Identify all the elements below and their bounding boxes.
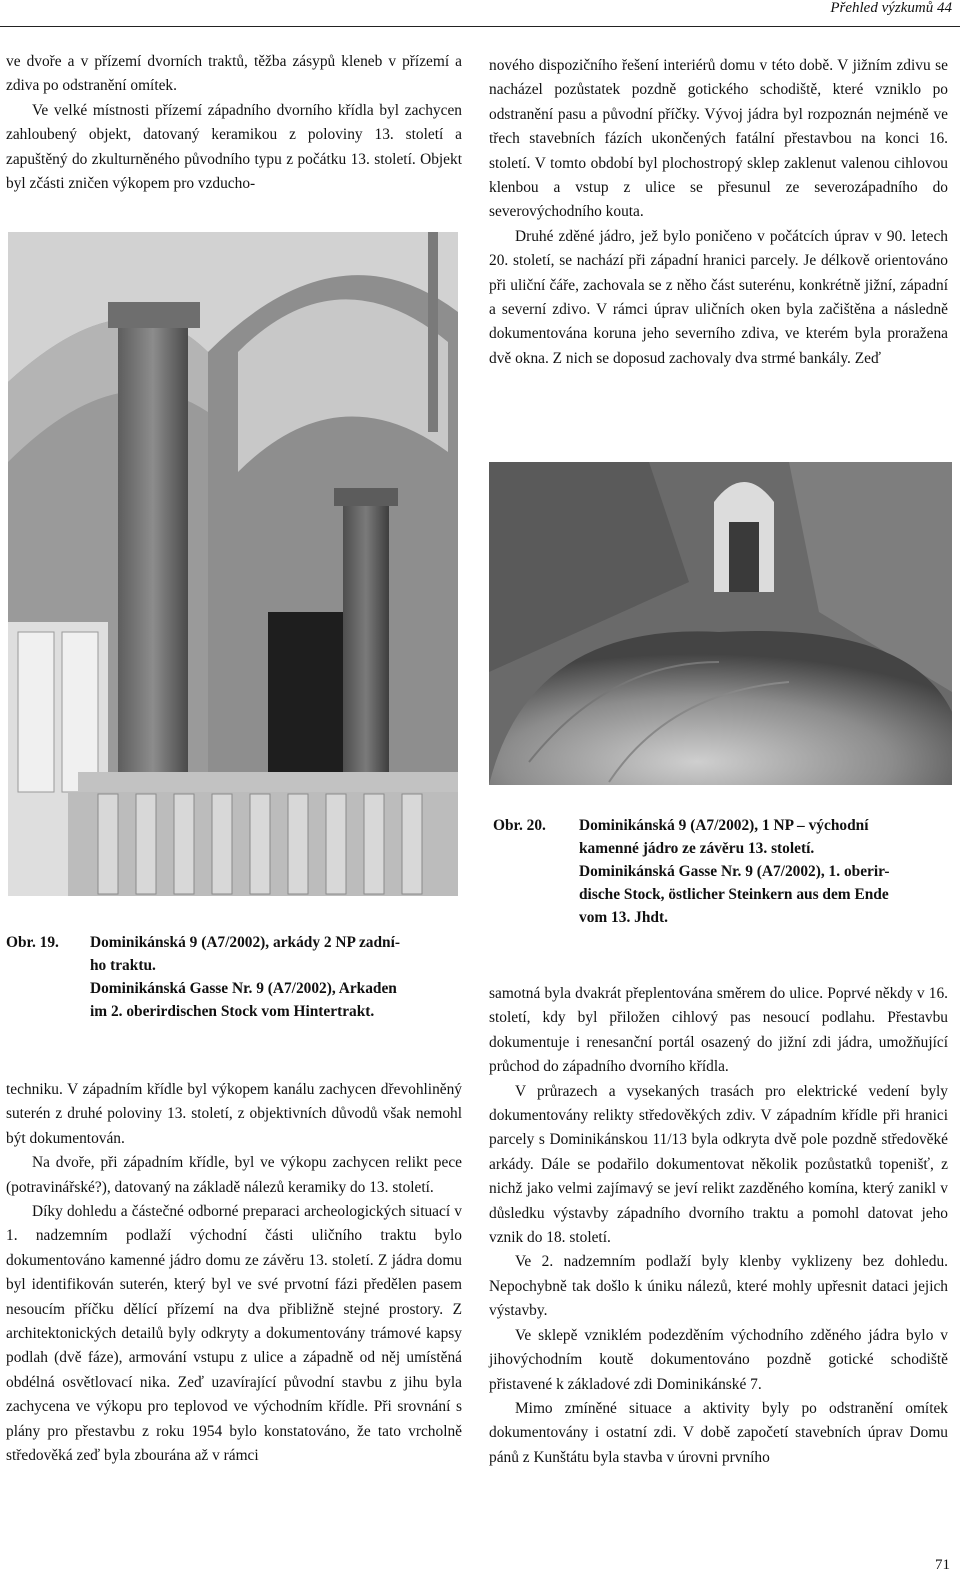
figure-number: Obr. 19. (6, 934, 59, 951)
figure-20-caption (493, 814, 951, 929)
caption-line: ho traktu. (90, 957, 156, 974)
caption-line: Dominikánská 9 (A7/2002), arkády 2 NP zadní- (90, 934, 400, 951)
right-column-bottom (489, 982, 948, 1470)
left-column-top (6, 50, 462, 196)
photo-vault (489, 462, 952, 785)
paragraph: Ve 2. nadzemním podlaží byly klenby vyklizeny bez dohledu. Nepochybně tak došlo k úniku nálezů, které mohly upřesnit dataci jejich výstavby. (489, 1253, 948, 1320)
page-number: 71 (935, 1557, 950, 1573)
paragraph: Mimo zmíněné situace a aktivity byly po odstranění omítek dokumentovány i ostatní zdi. V době započetí stavebních úprav Domu pánů z Kunštátu byla stavba v úrovni prvního (489, 1399, 948, 1466)
paragraph: samotná byla dvakrát přeplentována směrem do ulice. Poprvé někdy v 16. století, kdy byl přiložen cihlový pas nesoucí podlahu. Přestavbu dokumentuje i renesanční portál osazený do jižní zdi jádra, umožňující průchod do západního dvorního křídla. (489, 985, 948, 1076)
paragraph: Ve velké místnosti přízemí západního dvorního křídla byl zachycen zahloubený objekt, datovaný keramikou z poloviny 13. století a zapuštěný do zkulturněného původního typu z počátku 13. století. Objekt byl zčásti zničen výkopem pro vzducho- (6, 101, 462, 193)
caption-line: vom 13. Jhdt. (579, 909, 668, 926)
paragraph: techniku. V západním křídle byl výkopem kanálu zachycen dřevohliněný suterén z druhé poloviny 13. století, z objektivních důvodů však nemohl být dokumentován. (6, 1081, 462, 1147)
figure-caption-text (90, 931, 400, 1023)
paragraph: nového dispozičního řešení interiérů domu v této době. V jižním zdivu se nacházel pozůstatek pozdně gotického schodiště, které vzniklo po odstranění pasu a původní příčky. Vývoj jádra byl rozpoznán nejméně ve třech stavebních fázích ukončených fatální přestavbou na konci 16. století. V tomto období byl plochostropý sklep zaklenut valenou cihlovou klenbou a vstup z ulice se přesunul ze severozápadního do severovýchodního kouta. (489, 57, 948, 221)
paragraph: Na dvoře, při západním křídle, byl ve výkopu zachycen relikt pece (potravinářské?), datovaný na základě nálezů keramiky do 13. století. (6, 1154, 462, 1196)
paragraph: V průrazech a vysekaných trasách pro elektrické vedení byly dokumentovány relikty středověkých zdiv. V západním křídle při hranici parcely s Dominikánskou 11/13 byla odkryta dvě pole pozdně středověké arkády. Dále se podařilo dokumentovat několik pozůstatků topenišť, z nichž jako velmi zajímavý se jeví relikt zazděného komína, který zanikl v důsledku výstavby západního dvorního traktu a pomohl datovat jeho vznik do 18. století. (489, 1082, 948, 1247)
paragraph: Díky dohledu a částečné odborné preparaci archeologických situací v 1. nadzemním podlaží východní části uličního traktu bylo dokumentováno kamenné jádro domu ze závěru 13. století. Z jádra domu byl identifikován suterén, který byl ve své prvotní fázi předělen pasem nesoucím příčku dělící přízemí na dva přibližně stejné prostory. Z architektonických detailů byly odkryty a dokumentovány trámové kapsy podlah (dvě fáze), armování vstupu z ulice a západně od něj umístěná obdélná osvětlovací nika. Zeď uzavírající původní stavbu z jihu byla zachycena ve výkopu pro teplovod ve východním křídle. Při srovnání s plány pro přestavbu z roku 1954 bylo konstatováno, že tato vrcholně středověká zeď byla zbourána až v rámci (6, 1203, 462, 1465)
caption-line: dische Stock, östlicher Steinkern aus dem Ende (579, 886, 889, 903)
left-column-bottom (6, 1078, 462, 1469)
caption-line: im 2. oberirdischen Stock vom Hintertrakt. (90, 1003, 375, 1020)
figure-caption-text (579, 814, 890, 929)
caption-line: Dominikánská Gasse Nr. 9 (A7/2002), 1. oberir- (579, 863, 890, 880)
caption-line: Dominikánská Gasse Nr. 9 (A7/2002), Arkaden (90, 980, 397, 997)
header-rule (0, 26, 960, 27)
right-column-top (489, 54, 948, 371)
figure-number: Obr. 20. (493, 817, 546, 834)
paragraph: ve dvoře a v přízemí dvorních traktů, těžba zásypů kleneb v přízemí a zdiva po odstranění omítek. (6, 53, 462, 95)
paragraph: Ve sklepě vzniklém podezděním východního zděného jádra bylo v jihovýchodním koutě dokumentováno pozdně gotické schodiště přistavené k základové zdi Dominikánské 7. (489, 1326, 948, 1393)
photo-arcade (8, 232, 458, 896)
caption-line: Dominikánská 9 (A7/2002), 1 NP – východní (579, 817, 869, 834)
figure-19-caption (6, 931, 466, 1023)
paragraph: Druhé zděné jádro, jež bylo poničeno v počátcích úprav v 90. letech 20. století, se nachází při západní hranici parcely. Je délkově orientováno při uliční čáře, zachovala se z něho část suterénu, konkrétně jižní, západní a severní zdivo. V rámci úprav uličních oken byla začištěna a následně dokumentována koruna jeho severního zdiva, ve kterém byla proražena dvě okna. Z nich se doposud zachovaly dva strmé bankály. Zeď (489, 227, 948, 367)
caption-line: kamenné jádro ze závěru 13. století. (579, 840, 815, 857)
running-header: Přehled výzkumů 44 (830, 0, 952, 16)
